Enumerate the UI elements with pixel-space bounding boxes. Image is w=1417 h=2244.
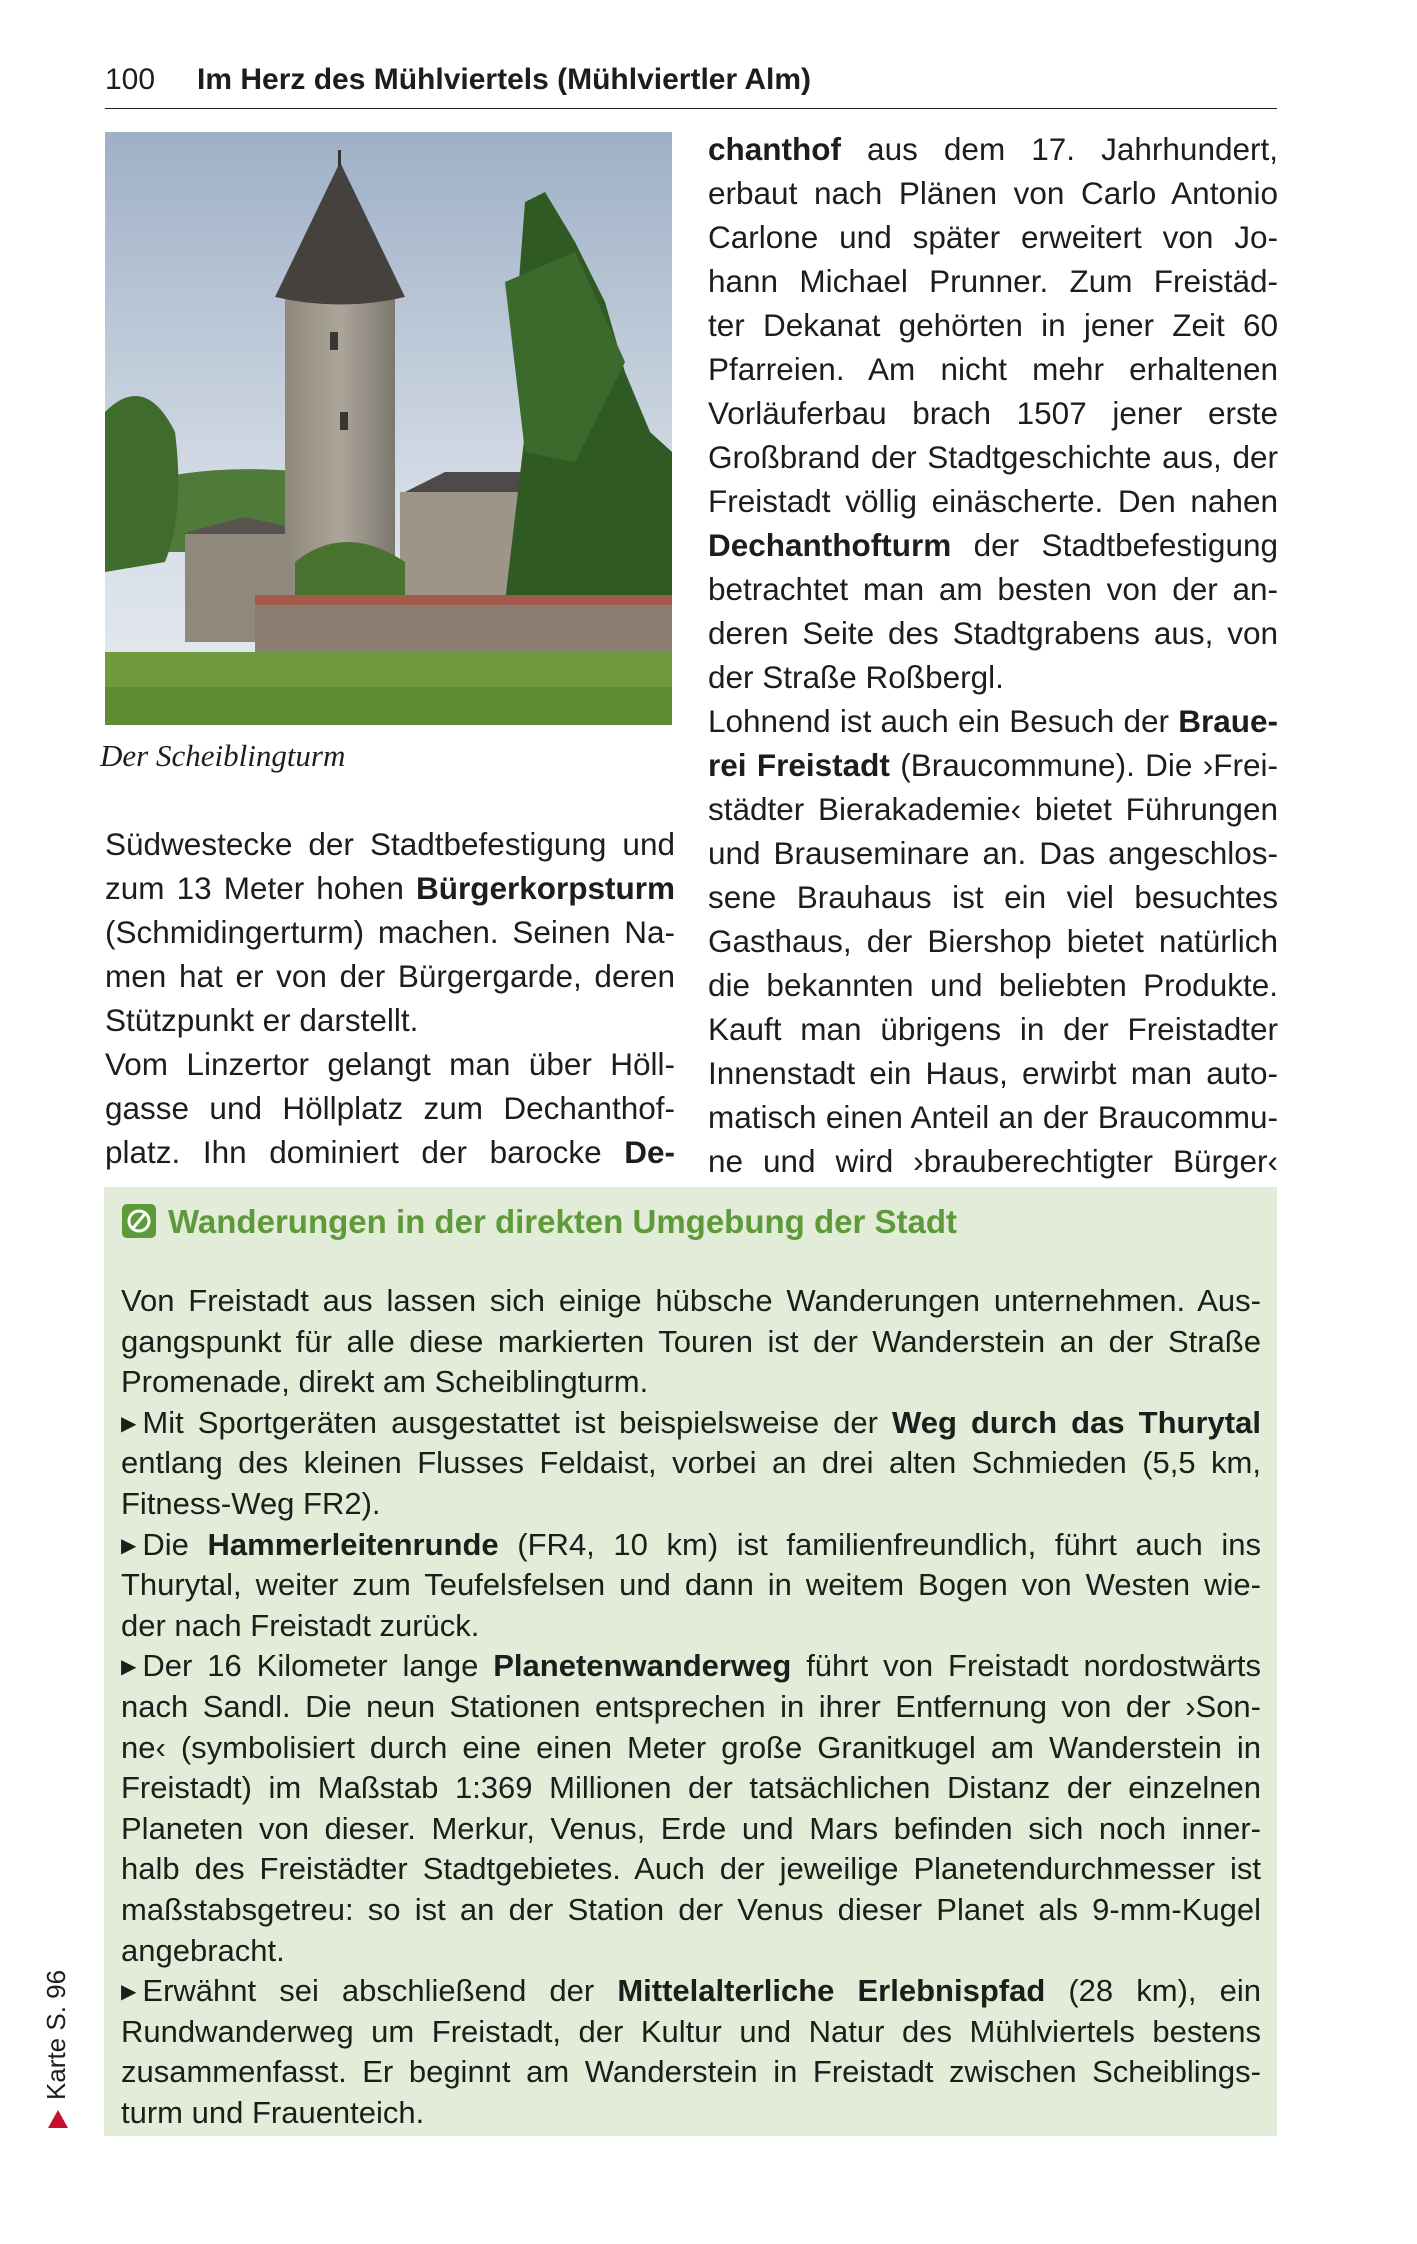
text-line: zum 13 Meter hohen Bürgerkorpsturm	[105, 870, 675, 906]
bullet-arrow-icon: ▶	[121, 1412, 137, 1435]
text-line: chanthof aus dem 17. Jahrhundert,	[708, 131, 1278, 167]
text-line: und Brauseminare an. Das angeschlos-	[708, 835, 1278, 871]
text-line: sene Brauhaus ist ein viel besuchtes	[708, 879, 1278, 915]
text-line: deren Seite des Stadtgrabens aus, von	[708, 615, 1278, 651]
text-line: Planeten von dieser. Merkur, Venus, Erde und Mars befinden sich noch inner-	[121, 1810, 1261, 1846]
text-line: Stützpunkt er darstellt.	[105, 1002, 419, 1038]
running-header	[105, 58, 1277, 109]
box-body-text	[121, 1281, 1261, 2133]
text-line: der Straße Roßbergl.	[708, 659, 1004, 695]
bullet-arrow-icon: ▶	[121, 1981, 137, 2004]
box-title: Wanderungen in der direkten Umgebung der Stadt	[122, 1197, 957, 1247]
text-line: ▶ Der 16 Kilometer lange Planetenwanderweg führt von Freistadt nordostwärts	[121, 1646, 1261, 1687]
text-line: Gasthaus, der Biershop bietet natürlich	[708, 923, 1278, 959]
text-line: ▶ Mit Sportgeräten ausgestattet ist beispielsweise der Weg durch das Thurytal	[121, 1403, 1261, 1444]
text-line: Kauft man übrigens in der Freistadter	[708, 1011, 1278, 1047]
map-reference-label: Karte S. 96	[41, 1969, 71, 2100]
text-line: platz. Ihn dominiert der barocke De-	[105, 1134, 675, 1170]
text-line: Pfarreien. Am nicht mehr erhaltenen	[708, 351, 1278, 387]
text-line: Vom Linzertor gelangt man über Höll-	[105, 1046, 675, 1082]
text-line: Freistadt völlig einäscherte. Den nahen	[708, 483, 1278, 519]
text-line: gangspunkt für alle diese markierten Touren ist der Wanderstein an der Straße	[121, 1323, 1261, 1359]
text-line: gasse und Höllplatz zum Dechanthof-	[105, 1090, 675, 1126]
text-line: städter Bierakademie‹ bietet Führungen	[708, 791, 1278, 827]
text-line: Rundwanderweg um Freistadt, der Kultur und Natur des Mühlviertels bestens	[121, 2013, 1261, 2049]
text-line: ne‹ (symbolisiert durch eine einen Meter große Granitkugel am Wanderstein in	[121, 1729, 1261, 1765]
chapter-title: Im Herz des Mühlviertels (Mühlviertler Alm)	[197, 63, 812, 96]
text-line: turm und Frauenteich.	[121, 2094, 425, 2130]
text-line: Fitness-Weg FR2).	[121, 1485, 381, 1521]
text-line: halb des Freistädter Stadtgebietes. Auch der jeweilige Planetendurchmesser ist	[121, 1851, 1261, 1887]
compass-icon	[122, 1204, 156, 1238]
text-line: ▶ Erwähnt sei abschließend der Mittelalterliche Erlebnispfad (28 km), ein	[121, 1971, 1261, 2012]
text-line: maßstabsgetreu: so ist an der Station der Venus dieser Planet als 9-mm-Kugel	[121, 1891, 1261, 1927]
bullet-arrow-icon: ▶	[121, 1534, 137, 1557]
bullet-arrow-icon: ▶	[121, 1656, 137, 1679]
text-line: Freistadt) im Maßstab 1:369 Millionen der tatsächlichen Distanz der einzelnen	[121, 1770, 1261, 1806]
page-number: 100	[105, 63, 156, 96]
text-line: rei Freistadt (Braucommune). Die ›Frei-	[708, 747, 1278, 783]
text-line: Von Freistadt aus lassen sich einige hübsche Wanderungen unternehmen. Aus-	[121, 1283, 1261, 1318]
left-column-text	[105, 822, 675, 1174]
text-line: Südwestecke der Stadtbefestigung und	[105, 826, 675, 862]
text-line: men hat er von der Bürgergarde, deren	[105, 958, 675, 994]
text-line: Lohnend ist auch ein Besuch der Braue-	[708, 703, 1278, 739]
text-line: angebracht.	[121, 1932, 285, 1968]
text-line: nach Sandl. Die neun Stationen entsprechen in ihrer Entfernung von der ›Son-	[121, 1688, 1261, 1724]
text-line: ▶ Die Hammerleitenrunde (FR4, 10 km) ist familienfreundlich, führt auch ins	[121, 1525, 1261, 1566]
text-line: Promenade, direkt am Scheiblingturm.	[121, 1364, 649, 1400]
text-line: Vorläuferbau brach 1507 jener erste	[708, 395, 1278, 431]
text-line: erbaut nach Plänen von Carlo Antonio	[708, 175, 1278, 211]
text-line: Großbrand der Stadtgeschichte aus, der	[708, 439, 1278, 475]
text-line: die bekannten und beliebten Produkte.	[708, 967, 1278, 1003]
right-column-text	[708, 127, 1278, 1183]
text-line: zusammenfasst. Er beginnt am Wanderstein in Freistadt zwischen Scheiblings-	[121, 2054, 1261, 2090]
text-line: Thurytal, weiter zum Teufelsfelsen und dann in weitem Bogen von Westen wie-	[121, 1567, 1261, 1603]
text-line: Carlone und später erweitert von Jo-	[708, 219, 1278, 255]
text-line: der nach Freistadt zurück.	[121, 1607, 480, 1643]
text-line: entlang des kleinen Flusses Feldaist, vorbei an drei alten Schmieden (5,5 km,	[121, 1445, 1261, 1481]
text-line: betrachtet man am besten von der an-	[708, 571, 1278, 607]
text-line: Innenstadt ein Haus, erwirbt man auto-	[708, 1055, 1278, 1091]
map-marker-icon	[48, 2110, 68, 2128]
map-reference-link[interactable]	[36, 1908, 76, 2128]
hiking-tips-box	[104, 1187, 1277, 2136]
photo-caption: Der Scheiblingturm	[100, 738, 346, 773]
text-line: ter Dekanat gehörten in jener Zeit 60	[708, 307, 1278, 343]
text-line: ne und wird ›brauberechtigter Bürger‹	[708, 1143, 1278, 1179]
text-line: matisch einen Anteil an der Braucommu-	[708, 1099, 1278, 1135]
text-line: Dechanthofturm der Stadtbefestigung	[708, 527, 1278, 563]
text-line: hann Michael Prunner. Zum Freistäd-	[708, 263, 1278, 299]
scheiblingturm-photo	[105, 132, 672, 725]
text-line: (Schmidingerturm) machen. Seinen Na-	[105, 914, 675, 950]
